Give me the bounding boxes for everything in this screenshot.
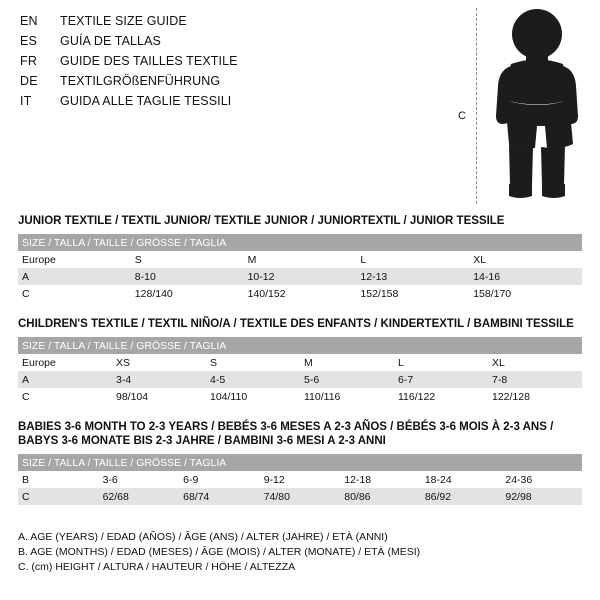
table-cell: 18-24 [421, 471, 502, 488]
table-cell: 10-12 [244, 268, 357, 285]
language-row [20, 74, 440, 92]
table-cell: 140/152 [244, 285, 357, 302]
language-row [20, 54, 440, 72]
table-row [18, 471, 582, 488]
table-cell: XL [488, 354, 582, 371]
table-cell: 3-6 [99, 471, 180, 488]
section-title: BABIES 3-6 MONTH TO 2-3 YEARS / BEBÉS 3-6 MESES A 2-3 AÑOS / BÉBÉS 3-6 MOIS À 2-3 ANS / BABYS 3-6 MONATE BIS 2-3 JAHRE / BAMBINI 3-6 MESI A 2-3 ANNI [18, 421, 554, 447]
footnote-age-years: A. AGE (YEARS) / EDAD (AÑOS) / ÂGE (ANS) / ALTER (JAHRE) / ETÀ (ANNI) [18, 531, 388, 543]
table-header-row [18, 454, 582, 471]
footnote-age-months: B. AGE (MONTHS) / EDAD (MESES) / ÂGE (MOIS) / ALTER (MONATE) / ETÀ (MESI) [18, 546, 421, 558]
language-title: GUIDA ALLE TAGLIE TESSILI [60, 94, 232, 108]
row-label: C [18, 285, 131, 302]
table-cell: 92/98 [501, 488, 582, 505]
table-cell: 9-12 [260, 471, 341, 488]
table-cell: 6-7 [394, 371, 488, 388]
language-code: EN [20, 14, 38, 28]
language-title: TEXTILE SIZE GUIDE [60, 14, 187, 28]
language-row [20, 14, 440, 32]
table-cell: 128/140 [131, 285, 244, 302]
table-row [18, 488, 582, 505]
language-title: GUIDE DES TAILLES TEXTILE [60, 54, 238, 68]
language-title: GUÍA DE TALLAS [60, 34, 161, 48]
table-cell: 152/158 [356, 285, 469, 302]
table-cell: 6-9 [179, 471, 260, 488]
language-row [20, 94, 440, 112]
table-cell: 3-4 [112, 371, 206, 388]
language-code: FR [20, 54, 38, 68]
measurement-guide-line [476, 8, 477, 204]
table-cell: XL [469, 251, 582, 268]
table-row [18, 285, 582, 302]
table-header-row [18, 337, 582, 354]
table-cell: 8-10 [131, 268, 244, 285]
table-row [18, 354, 582, 371]
table-cell: 62/68 [99, 488, 180, 505]
table-cell: 158/170 [469, 285, 582, 302]
table-cell: 5-6 [300, 371, 394, 388]
table-cell: 110/116 [300, 388, 394, 405]
size-table-babies [18, 454, 582, 505]
row-label: Europe [18, 251, 131, 268]
row-label: A [18, 371, 112, 388]
table-cell: 12-13 [356, 268, 469, 285]
language-code: ES [20, 34, 38, 48]
section-babies [18, 420, 582, 505]
language-header [20, 14, 440, 114]
table-cell: 12-18 [340, 471, 421, 488]
section-children [18, 317, 582, 405]
row-label: B [18, 471, 99, 488]
table-cell: 74/80 [260, 488, 341, 505]
table-cell: 7-8 [488, 371, 582, 388]
row-label: Europe [18, 354, 112, 371]
size-table-children [18, 337, 582, 405]
table-cell: 116/122 [394, 388, 488, 405]
table-cell: 122/128 [488, 388, 582, 405]
table-row [18, 388, 582, 405]
measurement-label-c: C [458, 110, 466, 122]
table-header-label: SIZE / TALLA / TAILLE / GRÖSSE / TAGLIA [18, 337, 582, 354]
table-header-label: SIZE / TALLA / TAILLE / GRÖSSE / TAGLIA [18, 234, 582, 251]
table-cell: S [206, 354, 300, 371]
size-table-junior [18, 234, 582, 302]
table-header-row [18, 234, 582, 251]
table-cell: 104/110 [206, 388, 300, 405]
toddler-silhouette-icon [484, 8, 590, 209]
language-code: IT [20, 94, 32, 108]
table-row [18, 371, 582, 388]
table-cell: M [244, 251, 357, 268]
table-cell: 98/104 [112, 388, 206, 405]
table-row [18, 268, 582, 285]
measurement-figure [440, 6, 590, 206]
table-header-label: SIZE / TALLA / TAILLE / GRÖSSE / TAGLIA [18, 454, 582, 471]
table-cell: M [300, 354, 394, 371]
language-code: DE [20, 74, 38, 88]
table-cell: XS [112, 354, 206, 371]
footnote-height: C. (cm) HEIGHT / ALTURA / HAUTEUR / HÖHE / ALTEZZA [18, 561, 296, 573]
table-row [18, 251, 582, 268]
section-title: JUNIOR TEXTILE / TEXTIL JUNIOR/ TEXTILE JUNIOR / JUNIORTEXTIL / JUNIOR TESSILE [18, 215, 505, 227]
table-cell: 80/86 [340, 488, 421, 505]
table-cell: L [356, 251, 469, 268]
row-label: C [18, 488, 99, 505]
table-cell: L [394, 354, 488, 371]
table-cell: 86/92 [421, 488, 502, 505]
row-label: C [18, 388, 112, 405]
footnotes [18, 530, 582, 575]
table-cell: 14-16 [469, 268, 582, 285]
section-junior [18, 214, 582, 302]
table-cell: S [131, 251, 244, 268]
language-title: TEXTILGRÖßENFÜHRUNG [60, 74, 221, 88]
row-label: A [18, 268, 131, 285]
table-cell: 4-5 [206, 371, 300, 388]
table-cell: 68/74 [179, 488, 260, 505]
table-cell: 24-36 [501, 471, 582, 488]
language-row [20, 34, 440, 52]
section-title: CHILDREN'S TEXTILE / TEXTIL NIÑO/A / TEXTILE DES ENFANTS / KINDERTEXTIL / BAMBINI TESSILE [18, 318, 574, 330]
